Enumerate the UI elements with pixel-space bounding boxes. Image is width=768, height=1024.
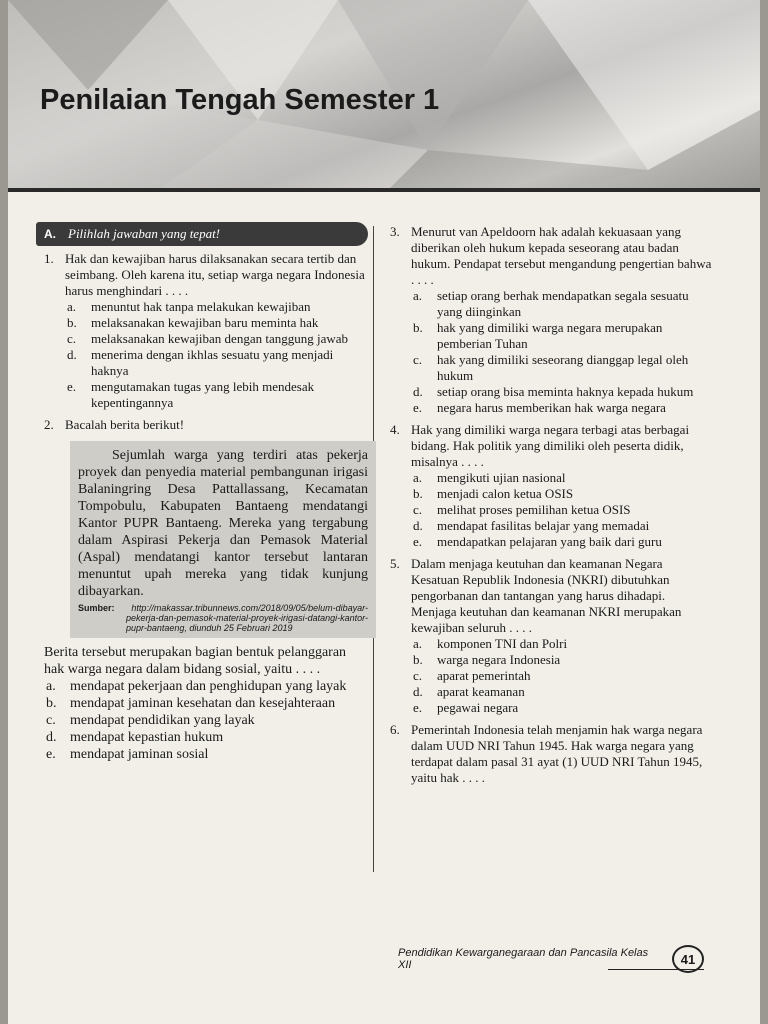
question-number: 5. — [390, 556, 400, 571]
left-column — [44, 251, 369, 763]
option-text: setiap orang bisa meminta haknya kepada hukum — [437, 384, 694, 399]
option-letter: b. — [46, 696, 57, 711]
option-letter: e. — [46, 747, 56, 762]
option — [65, 299, 369, 315]
option-text: komponen TNI dan Polri — [437, 636, 568, 651]
option — [411, 700, 712, 716]
option — [65, 347, 369, 379]
news-source — [78, 603, 368, 633]
option — [411, 518, 712, 534]
footer-rule — [608, 969, 704, 970]
option-letter: d. — [413, 384, 423, 399]
option-letter: d. — [67, 347, 77, 362]
option-letter: b. — [413, 320, 423, 335]
option-letter: e. — [67, 379, 77, 394]
option — [411, 384, 712, 400]
question-number: 1. — [44, 251, 54, 266]
book-page — [8, 0, 760, 1024]
option — [411, 684, 712, 700]
option-text: menerima dengan ikhlas sesuatu yang menjadi haknya — [91, 347, 334, 378]
option — [411, 534, 712, 550]
option — [411, 470, 712, 486]
option-text: melihat proses pemilihan ketua OSIS — [437, 502, 631, 517]
question-text: Menurut van Apeldoorn hak adalah kekuasaan yang diberikan oleh hukum kepada seseorang atau badan hukum. Pendapat tersebut mengandung pengertian bahwa . . . . — [411, 224, 712, 287]
option-letter: e. — [413, 534, 423, 549]
option — [411, 320, 712, 352]
option-letter: c. — [413, 352, 423, 367]
news-excerpt — [70, 441, 376, 638]
option — [65, 379, 369, 411]
section-instruction: Pilihlah jawaban yang tepat! — [68, 226, 221, 241]
option-letter: a. — [413, 636, 423, 651]
option-text: mengikuti ujian nasional — [437, 470, 566, 485]
option — [411, 288, 712, 320]
option-text: melaksanakan kewajiban baru meminta hak — [91, 315, 319, 330]
option-text: mendapat jaminan sosial — [70, 747, 209, 762]
option-letter: a. — [413, 470, 423, 485]
option — [44, 712, 369, 729]
question-number: 3. — [390, 224, 400, 239]
option-text: mendapat pekerjaan dan penghidupan yang layak — [70, 679, 347, 694]
page-header — [8, 0, 760, 190]
option — [411, 668, 712, 684]
question-2 — [44, 417, 369, 433]
option — [44, 678, 369, 695]
question-number: 6. — [390, 722, 400, 737]
option — [411, 636, 712, 652]
question-3 — [390, 224, 712, 416]
option — [411, 486, 712, 502]
option-letter: d. — [413, 684, 423, 699]
option — [411, 352, 712, 384]
question-number: 4. — [390, 422, 400, 437]
option-letter: e. — [413, 700, 423, 715]
option-text: hak yang dimiliki warga negara merupakan pemberian Tuhan — [437, 320, 663, 351]
question-text: Hak dan kewajiban harus dilaksanakan secara tertib dan seimbang. Oleh karena itu, setiap warga negara Indonesia harus menghindari . . . . — [65, 251, 365, 298]
question-6 — [390, 722, 712, 786]
question-text: Pemerintah Indonesia telah menjamin hak warga negara dalam UUD NRI Tahun 1945. Hak warga negara yang terdapat dalam pasal 31 ayat (1) UUD NRI Tahun 1945, yaitu hak . . . . — [411, 722, 703, 785]
option-letter: a. — [46, 679, 56, 694]
option-letter: b. — [413, 652, 423, 667]
section-letter: A. — [44, 227, 56, 241]
question-4 — [390, 422, 712, 550]
header-divider — [8, 188, 760, 192]
question-text: Bacalah berita berikut! — [65, 417, 185, 432]
option-letter: e. — [413, 400, 423, 415]
option-text: aparat pemerintah — [437, 668, 531, 683]
option-letter: b. — [413, 486, 423, 501]
option-text: mendapat kepastian hukum — [70, 730, 224, 745]
option — [411, 400, 712, 416]
footer-subject: Pendidikan Kewarganegaraan dan Pancasila Kelas XII — [398, 947, 649, 971]
option — [411, 652, 712, 668]
right-column — [390, 224, 712, 786]
question-2-answers — [44, 644, 369, 763]
question-number: 2. — [44, 417, 54, 432]
option-text: setiap orang berhak mendapatkan segala sesuatu yang diinginkan — [437, 288, 689, 319]
option-text: menjadi calon ketua OSIS — [437, 486, 574, 501]
option-letter: c. — [67, 331, 77, 346]
option-text: warga negara Indonesia — [437, 652, 561, 667]
option — [65, 331, 369, 347]
option-text: menuntut hak tanpa melakukan kewajiban — [91, 299, 311, 314]
option-text: mendapat pendidikan yang layak — [70, 713, 255, 728]
option-text: mendapatkan pelajaran yang baik dari guru — [437, 534, 662, 549]
source-text: http://makassar.tribunnews.com/2018/09/05/belum-dibayar-pekerja-dan-pemasok-material-proyek-irigasi-datangi-kantor-pupr-bantaeng, diunduh 25 Februari 2019 — [126, 603, 368, 633]
option-letter: c. — [413, 502, 423, 517]
option-text: mendapat fasilitas belajar yang memadai — [437, 518, 650, 533]
question-text: Dalam menjaga keutuhan dan keamanan Negara Kesatuan Republik Indonesia (NKRI) dibutuhkan pengorbanan dan tantangan yang harus dihadapi. Menjaga keutuhan dan keamanan NKRI merupakan kewajiban seluruh . . . . — [411, 556, 682, 635]
option-letter: c. — [46, 713, 56, 728]
question-text: Hak yang dimiliki warga negara terbagi atas berbagai bidang. Hak politik yang dimiliki oleh peserta didik, misalnya . . . . — [411, 422, 690, 469]
page-title: Penilaian Tengah Semester 1 — [40, 84, 440, 116]
option — [44, 746, 369, 763]
page-number: 41 — [672, 945, 704, 973]
option-text: mengutamakan tugas yang lebih mendesak kepentingannya — [91, 379, 315, 410]
option-text: melaksanakan kewajiban dengan tanggung jawab — [91, 331, 349, 346]
option-text: negara harus memberikan hak warga negara — [437, 400, 666, 415]
option-letter: a. — [413, 288, 423, 303]
section-banner — [36, 222, 368, 246]
news-text: Sejumlah warga yang terdiri atas pekerja proyek dan penyedia material pembangunan irigasi Balaningring Desa Pattallassang, Kecamatan Tompobulu, Kabupaten Bantaeng mendatangi Kantor PUPR Bantaeng. Mereka yang tergabung dalam Aspirasi Pekerja dan Pemasok Material (Aspal) mendatangi kantor tersebut lantaran menuntut upah mereka yang tidak kunjung dibayarkan. — [78, 448, 368, 599]
option — [65, 315, 369, 331]
option-text: mendapat jaminan kesehatan dan kesejahteraan — [70, 696, 336, 711]
option — [44, 729, 369, 746]
option-letter: b. — [67, 315, 77, 330]
option-text: aparat keamanan — [437, 684, 525, 699]
option-text: hak yang dimiliki seseorang dianggap legal oleh hukum — [437, 352, 689, 383]
option-letter: d. — [46, 730, 57, 745]
source-label: Sumber: — [78, 603, 115, 613]
option — [411, 502, 712, 518]
option-letter: c. — [413, 668, 423, 683]
option-letter: d. — [413, 518, 423, 533]
option-text: pegawai negara — [437, 700, 519, 715]
question-5 — [390, 556, 712, 716]
question-1 — [44, 251, 369, 411]
option — [44, 695, 369, 712]
option-letter: a. — [67, 299, 77, 314]
question-stem: Berita tersebut merupakan bagian bentuk pelanggaran hak warga negara dalam bidang sosial, yaitu . . . . — [44, 645, 347, 677]
